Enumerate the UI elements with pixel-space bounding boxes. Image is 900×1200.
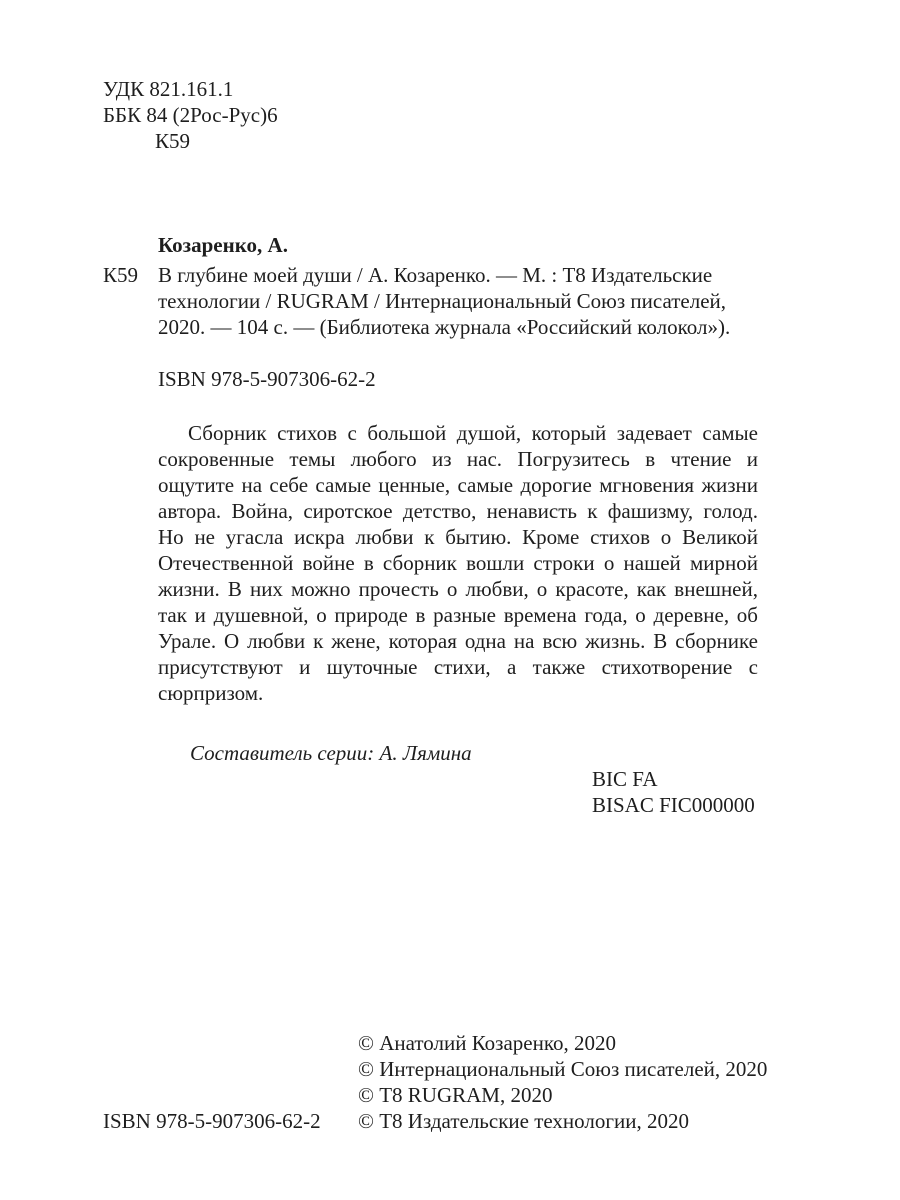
bic-code: BIC FA [592, 767, 658, 791]
annotation-line: присутствуют и шуточные стихи, а также стихотворение с [158, 655, 758, 679]
annotation-line: Сборник стихов с большой душой, который задевает самые [188, 421, 758, 445]
bibliographic-description [158, 262, 768, 340]
bib-line: 2020. — 104 с. — (Библиотека журнала «Российский колокол»). [158, 315, 731, 339]
annotation-line: сокровенные темы любого из нас. Погрузитесь в чтение и [158, 447, 758, 471]
annotation-line: ощутите на себе самые ценные, самые дорогие мгновения жизни [158, 473, 758, 497]
bib-line: В глубине моей души / А. Козаренко. — М. : Т8 Издательские [158, 263, 713, 287]
copyright-line: © Интернациональный Союз писателей, 2020 [358, 1057, 768, 1081]
copyright-line: © Т8 RUGRAM, 2020 [358, 1083, 553, 1107]
annotation-line: жизни. В них можно прочесть о любви, о красоте, как внешней, [158, 577, 758, 601]
annotation-line: так и душевной, о природе в разные времена года, о деревне, об [158, 603, 758, 627]
annotation-line: Отечественной войне в сборник вошли строки о нашей мирной [158, 551, 758, 575]
author-name: Козаренко, А. [158, 233, 288, 257]
bisac-code: BISAC FIC000000 [592, 793, 755, 817]
annotation-line: сюрпризом. [158, 681, 264, 705]
bbk-code: ББК 84 (2Рос-Рус)6 [103, 103, 278, 127]
copyright-block [358, 1030, 767, 1134]
isbn: ISBN 978-5-907306-62-2 [158, 367, 376, 391]
bib-line: технологии / RUGRAM / Интернациональный Союз писателей, [158, 289, 727, 313]
copyright-line: © Анатолий Козаренко, 2020 [358, 1031, 616, 1055]
annotation-line: Урале. О любви к жене, которая одна на всю жизнь. В сборнике [158, 629, 758, 653]
author-mark-top: К59 [155, 129, 191, 153]
annotation-line: автора. Война, сиротское детство, ненависть к фашизму, голод. [158, 499, 758, 523]
udk-code: УДК 821.161.1 [103, 77, 234, 101]
author-mark-card: К59 [103, 263, 139, 287]
isbn-bottom: ISBN 978-5-907306-62-2 [103, 1109, 321, 1133]
annotation [158, 420, 758, 706]
annotation-line: Но не угасла искра любви к бытию. Кроме стихов о Великой [158, 525, 758, 549]
series-editor: Составитель серии: А. Лямина [190, 741, 472, 765]
copyright-line: © Т8 Издательские технологии, 2020 [358, 1109, 689, 1133]
